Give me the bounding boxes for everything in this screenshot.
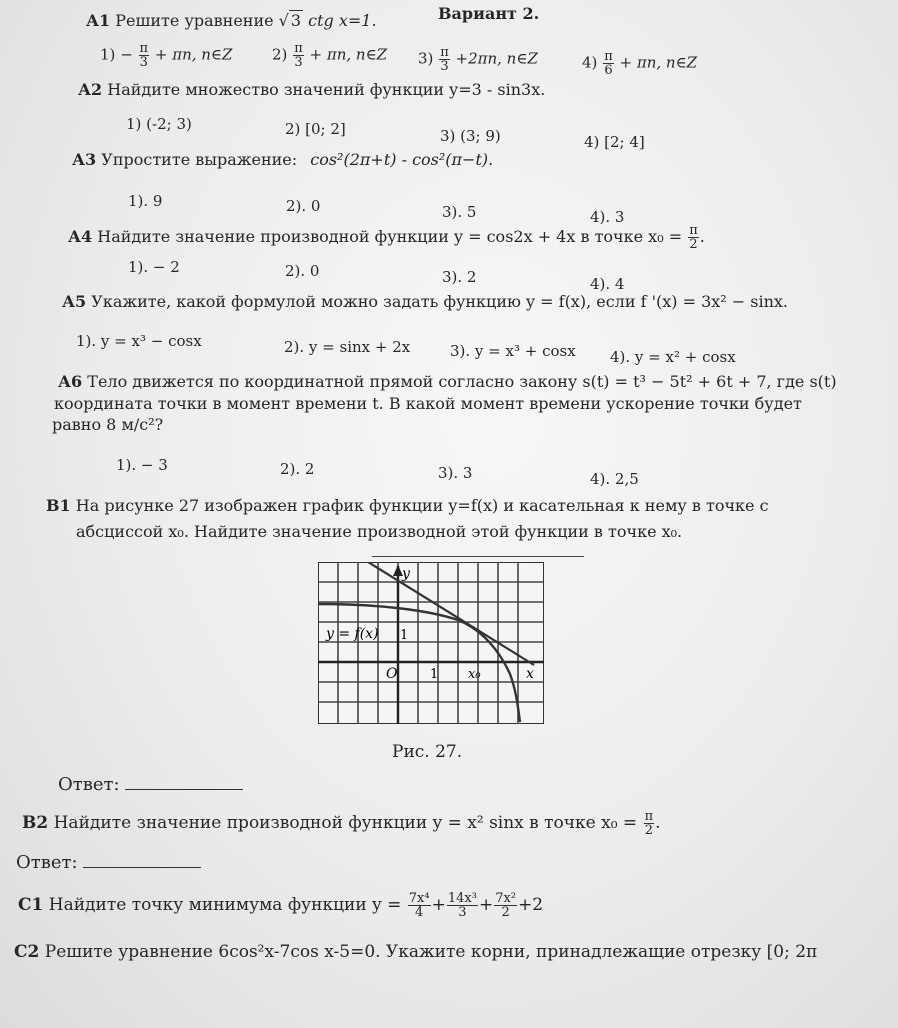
a2-label: А2: [78, 80, 103, 99]
a1-label: А1: [86, 11, 111, 30]
c1-term3-den: 2: [501, 905, 510, 920]
a2-option-3[interactable]: 3) (3; 9): [440, 127, 501, 145]
b1-line1: На рисунке 27 изображен график функции y=f(x) и касательная к нему в точке с: [75, 496, 769, 515]
a6-line1: Тело движется по координатной прямой согласно закону s(t) = t³ − 5t² + 6t + 7, где s(t): [87, 372, 837, 391]
x-axis-label: x: [526, 666, 534, 682]
c1-term1-num: 7x⁴: [408, 891, 430, 906]
a4-option-3[interactable]: 3). 2: [442, 268, 477, 286]
sqrt-sign: √: [278, 11, 289, 30]
question-a6-line1: [58, 372, 837, 391]
a6-option-2[interactable]: 2). 2: [280, 460, 315, 478]
c1-term2-den: 3: [458, 905, 467, 920]
a1-eq-rest: ctg x=1.: [308, 11, 377, 30]
c2-label: С2: [14, 942, 40, 962]
question-b2: В2 Найдите значение производной функции y = x² sinx в точке x₀ = $\frac{\pi}{2}$ .: [22, 809, 661, 838]
a2-option-2[interactable]: 2) [0; 2]: [285, 120, 346, 138]
b2-text: Найдите значение производной функции y = x² sinx в точке x₀ =: [53, 813, 638, 833]
a3-label: А3: [72, 150, 97, 169]
a2-text: Найдите множество значений функции y=3 - sin3x.: [107, 80, 546, 99]
c1-term2-num: 14x³: [447, 891, 477, 906]
c1-label: С1: [18, 895, 44, 915]
answer-field-1[interactable]: [125, 775, 243, 790]
a6-label: А6: [58, 372, 83, 391]
a6-line3: равно 8 м/с²?: [52, 415, 164, 434]
y-axis-label: y: [402, 566, 410, 582]
question-c2: [14, 942, 817, 962]
question-a5: [62, 292, 788, 311]
x0-label: x₀: [468, 667, 481, 682]
a3-option-1[interactable]: 1). 9: [128, 192, 163, 210]
function-label: y = f(x): [326, 626, 379, 642]
b2-frac-num: π: [644, 809, 654, 824]
a6-line2: координата точки в момент времени t. В какой момент времени ускорение точки будет: [54, 394, 802, 413]
c2-text: Решите уравнение 6cos²x-7cos x-5=0. Укажите корни, принадлежащие отрезку [0; 2π: [44, 942, 818, 962]
a6-option-3[interactable]: 3). 3: [438, 464, 473, 482]
question-a3: [72, 150, 493, 169]
origin-label: O: [386, 666, 398, 682]
a1-option-2[interactable]: 2) $\frac{\pi}{3}$ + πn, n∈Z: [272, 41, 388, 70]
a3-expression: cos²(2π+t) - cos²(π−t).: [310, 150, 494, 169]
a5-option-2[interactable]: 2). y = sinx + 2x: [284, 338, 411, 356]
question-a4: А4 Найдите значение производной функции y = cos2x + 4x в точке x₀ = $\frac{\pi}{2}$ .: [68, 223, 705, 252]
answer-label-1: Ответ:: [58, 774, 120, 795]
question-c1: С1 Найдите точку минимума функции y = $\frac{\text{7x⁴}}{4}$ + $\frac{\text{14x³}}{3}$ + $\frac{\text{7x²}}{2}$ +2: [18, 891, 544, 920]
figure-27-graph: [318, 562, 544, 724]
a6-option-1[interactable]: 1). − 3: [116, 456, 168, 474]
a1-option-3[interactable]: 3) $\frac{\pi}{3}$ +2πn, n∈Z: [418, 45, 538, 74]
figure-caption: Рис. 27.: [392, 742, 463, 762]
b2-label: В2: [22, 813, 49, 833]
a4-text: Найдите значение производной функции y = cos2x + 4x в точке x₀ =: [97, 227, 683, 246]
b1-underline: [372, 556, 584, 557]
a2-option-1[interactable]: 1) (-2; 3): [126, 115, 192, 133]
a4-label: А4: [68, 227, 93, 246]
answer-line-1: [58, 774, 243, 795]
a3-text: Упростите выражение:: [101, 150, 298, 169]
a5-option-3[interactable]: 3). y = x³ + cosx: [450, 342, 576, 360]
b1-line2: абсциссой x₀. Найдите значение производной этой функции в точке x₀.: [76, 522, 683, 541]
graph-border: [318, 562, 544, 724]
answer-label-2: Ответ:: [16, 852, 78, 873]
a5-option-1[interactable]: 1). y = x³ − cosx: [76, 332, 202, 350]
a3-option-3[interactable]: 3). 5: [442, 203, 477, 221]
a4-option-2[interactable]: 2). 0: [285, 262, 320, 280]
c1-text: Найдите точку минимума функции y =: [48, 895, 402, 915]
a4-option-1[interactable]: 1). − 2: [128, 258, 180, 276]
a6-option-4[interactable]: 4). 2,5: [590, 470, 639, 488]
a4-frac-num: π: [689, 223, 698, 238]
a5-option-4[interactable]: 4). y = x² + cosx: [610, 348, 736, 366]
variant-title: Вариант 2.: [438, 4, 540, 23]
a5-text: Укажите, какой формулой можно задать функцию y = f(x), если f '(x) = 3x² − sinx.: [91, 292, 789, 311]
a2-option-4[interactable]: 4) [2; 4]: [584, 133, 645, 151]
c1-tail: +2: [518, 895, 544, 915]
answer-field-2[interactable]: [83, 853, 201, 868]
question-a1: [86, 10, 377, 30]
question-b1-line1: [46, 496, 769, 515]
y-unit-label: 1: [400, 628, 409, 643]
a1-text: Решите уравнение: [115, 11, 274, 30]
question-a2: [78, 80, 545, 99]
a5-label: А5: [62, 292, 87, 311]
answer-line-2: [16, 852, 201, 873]
a4-option-4[interactable]: 4). 4: [590, 275, 625, 293]
c1-term3-num: 7x²: [495, 891, 517, 906]
a1-option-1[interactable]: 1) − $\frac{\pi}{3}$ + πn, n∈Z: [100, 41, 233, 70]
b1-label: В1: [46, 496, 71, 515]
a3-option-2[interactable]: 2). 0: [286, 197, 321, 215]
a3-option-4[interactable]: 4). 3: [590, 208, 625, 226]
a1-root: 3: [290, 11, 302, 30]
a4-frac-den: 2: [689, 237, 698, 252]
c1-term1-den: 4: [415, 905, 424, 920]
x-unit-label: 1: [430, 667, 439, 682]
b2-frac-den: 2: [644, 823, 653, 838]
a1-option-4[interactable]: 4) $\frac{\pi}{6}$ + πn, n∈Z: [582, 49, 698, 78]
